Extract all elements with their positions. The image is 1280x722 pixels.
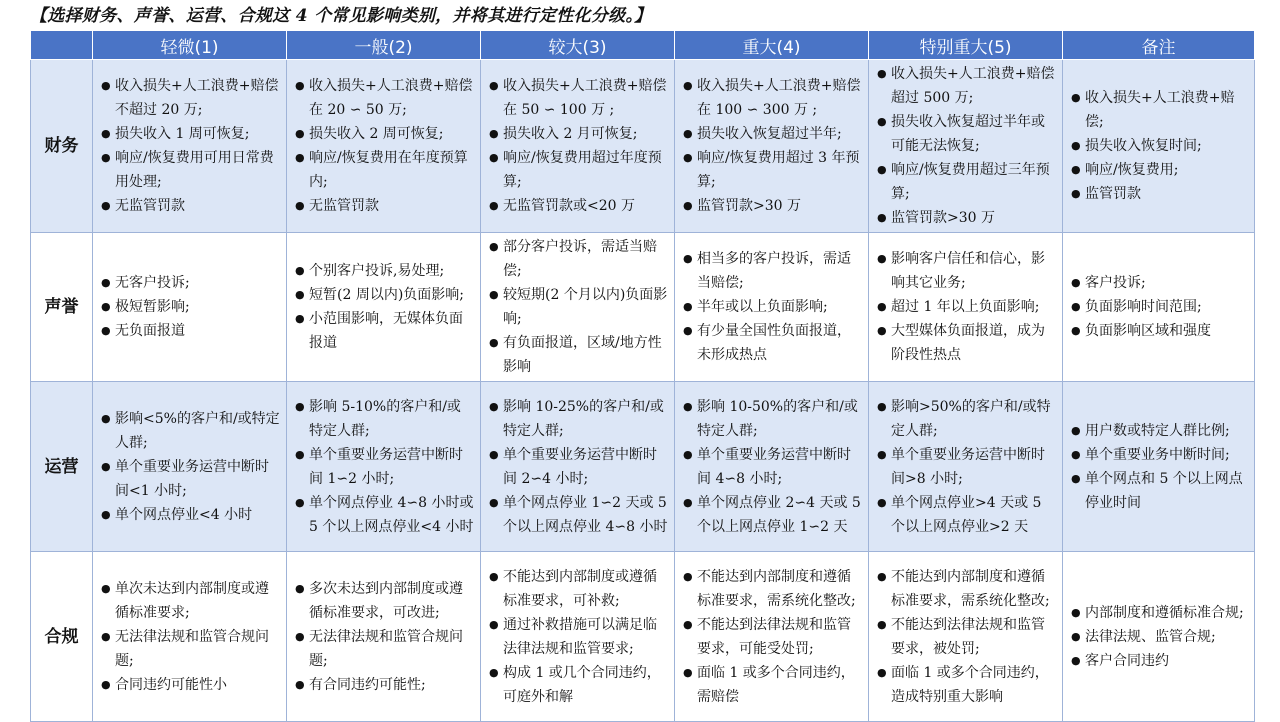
cell-compliance-serious xyxy=(675,552,869,722)
list-item: ● 不能达到内部制度和遵循标准要求，需系统化整改; xyxy=(683,565,862,613)
list-item: ● 客户投诉; xyxy=(1071,271,1248,295)
cell-compliance-minor xyxy=(93,552,287,722)
list-item: ● 损失收入 2 月可恢复; xyxy=(489,122,668,146)
cell-operations-major xyxy=(481,382,675,552)
bullet-list xyxy=(683,395,862,539)
list-item: ● 半年或以上负面影响; xyxy=(683,295,862,319)
table-row-reputation xyxy=(31,233,1255,382)
cell-compliance-critical xyxy=(869,552,1063,722)
bullet-list xyxy=(877,62,1056,230)
bullet-list xyxy=(683,74,862,218)
cell-reputation-remarks xyxy=(1063,233,1255,382)
list-item: ● 影响 10-25%的客户和/或特定人群; xyxy=(489,395,668,443)
list-item: ● 用户数或特定人群比例; xyxy=(1071,419,1248,443)
cell-operations-critical xyxy=(869,382,1063,552)
list-item: ● 有少量全国性负面报道，未形成热点 xyxy=(683,319,862,367)
header-remarks: 备注 xyxy=(1063,31,1255,60)
list-item: ● 影响客户信任和信心，影响其它业务; xyxy=(877,247,1056,295)
bullet-list xyxy=(101,577,280,697)
list-item: ● 短暂(2 周以内)负面影响; xyxy=(295,283,474,307)
list-item: ● 无监管罚款或<20 万 xyxy=(489,194,668,218)
list-item: ● 监管罚款>30 万 xyxy=(877,206,1056,230)
cell-operations-remarks xyxy=(1063,382,1255,552)
bullet-list xyxy=(295,395,474,539)
list-item: ● 损失收入恢复超过半年; xyxy=(683,122,862,146)
list-item: ● 单次未达到内部制度或遵循标准要求; xyxy=(101,577,280,625)
list-item: ● 通过补救措施可以满足临法律法规和监管要求; xyxy=(489,613,668,661)
list-item: ● 合同违约可能性小 xyxy=(101,673,280,697)
list-item: ● 影响<5%的客户和/或特定人群; xyxy=(101,407,280,455)
bullet-list xyxy=(295,577,474,697)
list-item: ● 单个重要业务运营中断时间 1∽2 小时; xyxy=(295,443,474,491)
header-level-5: 特别重大(5) xyxy=(869,31,1063,60)
list-item: ● 单个网点停业 1∽2 天或 5 个以上网点停业 4∽8 小时 xyxy=(489,491,668,539)
cell-reputation-major xyxy=(481,233,675,382)
list-item: ● 无监管罚款 xyxy=(101,194,280,218)
list-item: ● 损失收入 1 周可恢复; xyxy=(101,122,280,146)
bullet-list xyxy=(489,235,668,379)
bullet-list xyxy=(295,74,474,218)
list-item: ● 单个重要业务运营中断时间 4∽8 小时; xyxy=(683,443,862,491)
list-item: ● 收入损失+人工浪费+赔偿在 20 ∽ 50 万; xyxy=(295,74,474,122)
list-item: ● 不能达到法律法规和监管要求，被处罚; xyxy=(877,613,1056,661)
header-row xyxy=(31,31,1255,60)
list-item: ● 单个网点停业 2∽4 天或 5 个以上网点停业 1∽2 天 xyxy=(683,491,862,539)
list-item: ● 无监管罚款 xyxy=(295,194,474,218)
bullet-list xyxy=(101,74,280,218)
cell-reputation-minor xyxy=(93,233,287,382)
list-item: ● 内部制度和遵循标准合规; xyxy=(1071,601,1248,625)
list-item: ● 响应/恢复费用; xyxy=(1071,158,1248,182)
list-item: ● 面临 1 或多个合同违约，需赔偿 xyxy=(683,661,862,709)
list-item: ● 单个重要业务运营中断时间 2∽4 小时; xyxy=(489,443,668,491)
cell-finance-remarks xyxy=(1063,60,1255,233)
header-level-4: 重大(4) xyxy=(675,31,869,60)
cell-finance-major xyxy=(481,60,675,233)
list-item: ● 单个网点停业>4 天或 5 个以上网点停业>2 天 xyxy=(877,491,1056,539)
row-header-operations: 运营 xyxy=(31,382,93,552)
list-item: ● 个别客户投诉,易处理; xyxy=(295,259,474,283)
table-row-compliance xyxy=(31,552,1255,722)
list-item: ● 有负面报道，区域/地方性影响 xyxy=(489,331,668,379)
list-item: ● 响应/恢复费用超过三年预算; xyxy=(877,158,1056,206)
cell-finance-serious xyxy=(675,60,869,233)
list-item: ● 构成 1 或几个合同违约，可庭外和解 xyxy=(489,661,668,709)
list-item: ● 损失收入恢复时间; xyxy=(1071,134,1248,158)
list-item: ● 较短期(2 个月以内)负面影响; xyxy=(489,283,668,331)
bullet-list xyxy=(877,247,1056,367)
cell-compliance-remarks xyxy=(1063,552,1255,722)
bullet-list xyxy=(1071,601,1248,673)
table-row-finance xyxy=(31,60,1255,233)
list-item: ● 有合同违约可能性; xyxy=(295,673,474,697)
list-item: ● 监管罚款 xyxy=(1071,182,1248,206)
list-item: ● 超过 1 年以上负面影响; xyxy=(877,295,1056,319)
list-item: ● 客户合同违约 xyxy=(1071,649,1248,673)
row-header-compliance: 合规 xyxy=(31,552,93,722)
list-item: ● 无法律法规和监管合规问题; xyxy=(101,625,280,673)
list-item: ● 监管罚款>30 万 xyxy=(683,194,862,218)
table-row-operations xyxy=(31,382,1255,552)
cell-operations-general xyxy=(287,382,481,552)
list-item: ● 面临 1 或多个合同违约，造成特别重大影响 xyxy=(877,661,1056,709)
list-item: ● 损失收入 2 周可恢复; xyxy=(295,122,474,146)
cell-compliance-major xyxy=(481,552,675,722)
bullet-list xyxy=(877,395,1056,539)
list-item: ● 不能达到内部制度或遵循标准要求，可补救; xyxy=(489,565,668,613)
list-item: ● 单个网点停业<4 小时 xyxy=(101,503,280,527)
list-item: ● 多次未达到内部制度或遵循标准要求，可改进; xyxy=(295,577,474,625)
cell-reputation-critical xyxy=(869,233,1063,382)
list-item: ● 无客户投诉; xyxy=(101,271,280,295)
header-corner xyxy=(31,31,93,60)
list-item: ● 负面影响时间范围; xyxy=(1071,295,1248,319)
bullet-list xyxy=(101,271,280,343)
row-header-reputation: 声誉 xyxy=(31,233,93,382)
list-item: ● 法律法规、监管合规; xyxy=(1071,625,1248,649)
cell-finance-critical xyxy=(869,60,1063,233)
bullet-list xyxy=(1071,86,1248,206)
cell-operations-minor xyxy=(93,382,287,552)
list-item: ● 收入损失+人工浪费+赔偿; xyxy=(1071,86,1248,134)
bullet-list xyxy=(877,565,1056,709)
list-item: ● 收入损失+人工浪费+赔偿在 50 ∽ 100 万 ; xyxy=(489,74,668,122)
cell-compliance-general xyxy=(287,552,481,722)
list-item: ● 负面影响区域和强度 xyxy=(1071,319,1248,343)
list-item: ● 单个重要业务中断时间; xyxy=(1071,443,1248,467)
cell-finance-minor xyxy=(93,60,287,233)
bullet-list xyxy=(101,407,280,527)
list-item: ● 大型媒体负面报道，成为阶段性热点 xyxy=(877,319,1056,367)
list-item: ● 损失收入恢复超过半年或可能无法恢复; xyxy=(877,110,1056,158)
list-item: ● 收入损失+人工浪费+赔偿在 100 ∽ 300 万 ; xyxy=(683,74,862,122)
list-item: ● 小范围影响，无媒体负面报道 xyxy=(295,307,474,355)
list-item: ● 收入损失+人工浪费+赔偿超过 500 万; xyxy=(877,62,1056,110)
list-item: ● 部分客户投诉，需适当赔偿; xyxy=(489,235,668,283)
list-item: ● 响应/恢复费用可用日常费用处理; xyxy=(101,146,280,194)
row-header-finance: 财务 xyxy=(31,60,93,233)
bullet-list xyxy=(295,259,474,355)
list-item: ● 响应/恢复费用超过 3 年预算; xyxy=(683,146,862,194)
list-item: ● 单个网点和 5 个以上网点停业时间 xyxy=(1071,467,1248,515)
header-level-1: 轻微(1) xyxy=(93,31,287,60)
list-item: ● 无法律法规和监管合规问题; xyxy=(295,625,474,673)
bullet-list xyxy=(1071,271,1248,343)
table-body xyxy=(31,60,1255,722)
list-item: ● 单个网点停业 4∽8 小时或 5 个以上网点停业<4 小时 xyxy=(295,491,474,539)
list-item: ● 单个重要业务运营中断时间>8 小时; xyxy=(877,443,1056,491)
header-level-2: 一般(2) xyxy=(287,31,481,60)
list-item: ● 响应/恢复费用超过年度预算; xyxy=(489,146,668,194)
list-item: ● 收入损失+人工浪费+赔偿不超过 20 万; xyxy=(101,74,280,122)
list-item: ● 无负面报道 xyxy=(101,319,280,343)
bullet-list xyxy=(683,247,862,367)
list-item: ● 影响>50%的客户和/或特定人群; xyxy=(877,395,1056,443)
bullet-list xyxy=(489,74,668,218)
list-item: ● 单个重要业务运营中断时间<1 小时; xyxy=(101,455,280,503)
bullet-list xyxy=(683,565,862,709)
list-item: ● 影响 10-50%的客户和/或特定人群; xyxy=(683,395,862,443)
cell-reputation-general xyxy=(287,233,481,382)
bullet-list xyxy=(489,565,668,709)
impact-classification-table xyxy=(30,30,1255,722)
header-level-3: 较大(3) xyxy=(481,31,675,60)
list-item: ● 响应/恢复费用在年度预算内; xyxy=(295,146,474,194)
list-item: ● 相当多的客户投诉，需适当赔偿; xyxy=(683,247,862,295)
list-item: ● 不能达到内部制度和遵循标准要求，需系统化整改; xyxy=(877,565,1056,613)
cell-finance-general xyxy=(287,60,481,233)
list-item: ● 极短暂影响; xyxy=(101,295,280,319)
list-item: ● 不能达到法律法规和监管要求，可能受处罚; xyxy=(683,613,862,661)
bullet-list xyxy=(489,395,668,539)
bullet-list xyxy=(1071,419,1248,515)
page-title: 【选择财务、声誉、运营、合规这 4 个常见影响类别，并将其进行定性化分级。】 xyxy=(30,6,652,26)
cell-operations-serious xyxy=(675,382,869,552)
list-item: ● 影响 5-10%的客户和/或特定人群; xyxy=(295,395,474,443)
cell-reputation-serious xyxy=(675,233,869,382)
